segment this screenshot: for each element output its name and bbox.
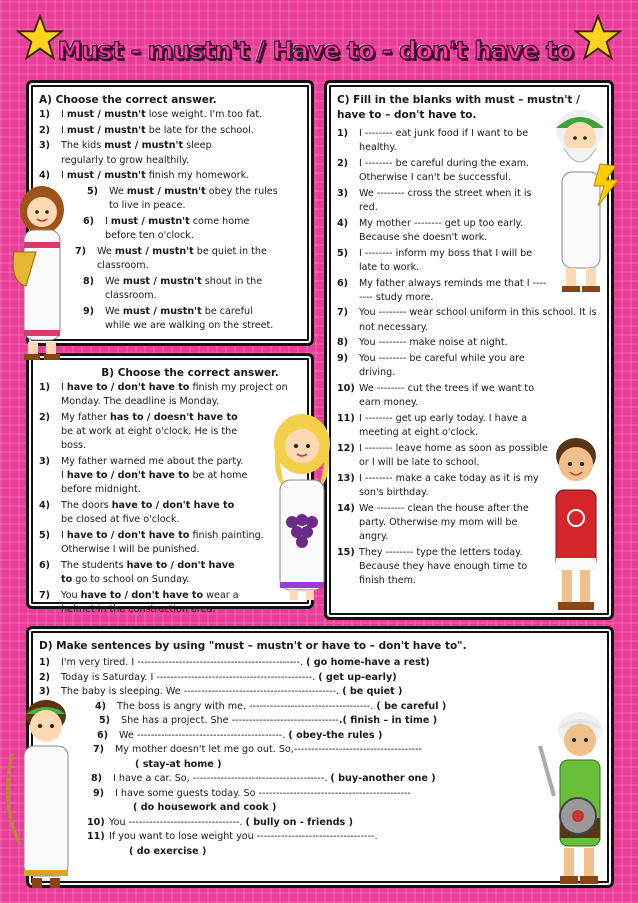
worksheet-title-banner bbox=[57, 28, 573, 72]
fill-blank-item[interactable] bbox=[337, 127, 549, 155]
fill-blank-item[interactable] bbox=[337, 352, 549, 380]
question-text: You -------- wear school uniform in this school. It is not necessary. bbox=[359, 307, 597, 333]
question-text: We bbox=[97, 245, 115, 257]
sentence-item[interactable] bbox=[93, 787, 601, 802]
sentence-text: I have some guests today. So -------------------------------------------- bbox=[115, 787, 411, 799]
question-text: I bbox=[61, 170, 67, 182]
question-item bbox=[39, 529, 289, 557]
question-number: 5) bbox=[337, 247, 349, 259]
section-b-title: B) Choose the correct answer. bbox=[101, 367, 279, 379]
question-number: 3) bbox=[39, 140, 51, 152]
question-number: 3) bbox=[39, 686, 51, 697]
section-d-list bbox=[39, 656, 601, 859]
question-number: 4) bbox=[39, 500, 51, 512]
question-number: 1) bbox=[337, 128, 349, 139]
question-number: 5) bbox=[87, 186, 99, 198]
question-number: 7) bbox=[337, 307, 349, 319]
question-number: 5) bbox=[39, 530, 51, 542]
question-number: 3) bbox=[39, 456, 51, 468]
question-number: 2) bbox=[39, 411, 51, 423]
question-text: They -------- type the letters today. Because they have enough time to finish them. bbox=[359, 546, 528, 587]
question-number: 8) bbox=[337, 337, 349, 349]
question-text: be quiet in the classroom. bbox=[97, 245, 267, 272]
question-text: You bbox=[61, 589, 81, 601]
sentence-text: If you want to lose weight you ----------------------------------. bbox=[109, 831, 378, 842]
sentence-hint: ( buy-another one ) bbox=[330, 773, 436, 784]
question-number: 6) bbox=[39, 559, 51, 571]
answer-choice[interactable]: have to / don't have to bbox=[80, 589, 204, 601]
sentence-item[interactable] bbox=[95, 700, 601, 715]
question-item bbox=[87, 185, 282, 213]
fill-blank-item[interactable] bbox=[337, 546, 549, 589]
sentence-text: She has a project. She ------------------------------- bbox=[121, 715, 339, 726]
fill-blank-item[interactable] bbox=[337, 382, 549, 410]
question-item bbox=[75, 245, 270, 273]
question-text: I -------- be careful during the exam. Otherwise I can't be successful. bbox=[359, 157, 530, 184]
question-text: I bbox=[61, 382, 67, 393]
question-item bbox=[83, 275, 278, 303]
question-text: obey the rules to live in peace. bbox=[109, 186, 278, 212]
question-number: 4) bbox=[39, 170, 51, 182]
question-text: We -------- clean the house after the party. Otherwise my mom will be angry. bbox=[359, 502, 529, 542]
question-text: be at home before midnight. bbox=[61, 470, 248, 496]
question-number: 8) bbox=[83, 275, 95, 287]
answer-choice[interactable]: has to / doesn't have to bbox=[110, 411, 238, 423]
question-text: be careful while we are walking on the street. bbox=[105, 305, 274, 331]
section-a-title: A) Choose the correct answer. bbox=[39, 94, 217, 106]
section-d-panel bbox=[26, 626, 614, 888]
greek-girl-harp-illustration bbox=[6, 182, 76, 368]
question-text: shout in the classroom. bbox=[105, 275, 263, 301]
question-text: I -------- make a cake today as it is my son's birthday. bbox=[359, 472, 539, 498]
question-text: The students bbox=[61, 559, 127, 571]
question-item bbox=[39, 108, 301, 122]
question-number: 4) bbox=[337, 217, 349, 229]
question-item bbox=[39, 499, 249, 527]
answer-choice[interactable]: must / mustn't bbox=[122, 305, 202, 317]
greek-boy-red-tunic-illustration bbox=[536, 432, 616, 622]
question-text: My mother -------- get up too early. Because she doesn't work. bbox=[359, 217, 524, 243]
question-text: My father always reminds me that I -------- study more. bbox=[359, 277, 547, 303]
fill-blank-item[interactable] bbox=[337, 157, 549, 185]
question-number: 8) bbox=[91, 773, 103, 784]
fill-blank-item[interactable] bbox=[337, 306, 599, 334]
question-item bbox=[39, 124, 301, 138]
question-text: finish my homework. bbox=[145, 170, 250, 182]
sentence-hint: ( be quiet ) bbox=[342, 686, 403, 697]
sentence-hint: ( do housework and cook ) bbox=[133, 802, 277, 813]
question-text: I -------- inform my boss that I will be late to work. bbox=[359, 247, 533, 273]
question-number: 6) bbox=[97, 729, 109, 741]
question-text: finish my project on Monday. The deadline is Monday. bbox=[61, 382, 288, 408]
question-text: I bbox=[105, 215, 111, 227]
sentence-item[interactable] bbox=[39, 671, 601, 686]
question-number: 9) bbox=[83, 305, 95, 317]
question-text: I bbox=[61, 530, 67, 542]
question-text: finish painting. Otherwise I will be punished. bbox=[61, 530, 264, 556]
question-number: 7) bbox=[75, 245, 87, 257]
question-number: 11) bbox=[87, 831, 105, 842]
answer-choice[interactable]: must / mustn't bbox=[114, 245, 194, 257]
question-number: 2) bbox=[39, 124, 51, 136]
question-item bbox=[39, 139, 249, 167]
question-text: sleep regularly to grow healthily. bbox=[61, 140, 212, 166]
worksheet-title: Must - mustn't / Have to - don't have to bbox=[57, 35, 573, 65]
answer-choice[interactable]: must / mustn't bbox=[110, 215, 190, 227]
question-number: 2) bbox=[337, 157, 349, 169]
sentence-text: The boss is angry with me. -----------------------------------. bbox=[117, 700, 377, 712]
sentence-hint: ( get up-early) bbox=[318, 671, 397, 683]
star-icon bbox=[574, 14, 622, 62]
question-number: 1) bbox=[39, 109, 51, 120]
answer-choice[interactable]: have to / don't have to bbox=[111, 500, 235, 512]
question-number: 15) bbox=[337, 546, 355, 558]
question-text: We bbox=[105, 305, 123, 317]
answer-choice[interactable]: must / mustn't bbox=[66, 109, 146, 120]
answer-choice[interactable]: have to / don't have to bbox=[66, 530, 190, 542]
question-text: My father bbox=[61, 411, 110, 423]
greek-woman-bow-illustration bbox=[6, 694, 86, 894]
sentence-item[interactable] bbox=[39, 656, 601, 671]
question-text: We bbox=[109, 186, 127, 198]
answer-choice[interactable]: have to / don't have to bbox=[66, 470, 190, 482]
greek-god-lightning-illustration bbox=[540, 106, 620, 302]
sentence-item[interactable] bbox=[87, 830, 601, 845]
fill-blank-item[interactable] bbox=[337, 187, 549, 215]
fill-blank-item[interactable] bbox=[337, 472, 549, 500]
sentence-text: I'm very tired. I -----------------------------------------------. bbox=[61, 657, 307, 668]
question-number: 13) bbox=[337, 472, 355, 484]
question-text: lose weight. I'm too fat. bbox=[145, 109, 263, 120]
question-number: 9) bbox=[93, 787, 105, 799]
question-text: I -------- get up early today. I have a meeting at eight o'clock. bbox=[359, 412, 528, 439]
answer-choice[interactable]: have to / don't have to bbox=[66, 382, 190, 393]
question-number: 1) bbox=[39, 382, 51, 393]
question-text: I bbox=[61, 124, 67, 136]
question-number: 4) bbox=[95, 700, 107, 712]
fill-blank-item[interactable] bbox=[337, 277, 549, 305]
question-number: 7) bbox=[39, 589, 51, 601]
section-c-title: C) Fill in the blanks with must – mustn't / have to – don't have to. bbox=[337, 94, 580, 121]
sentence-item[interactable] bbox=[99, 714, 601, 729]
sentence-item[interactable] bbox=[87, 816, 601, 831]
question-text: The doors bbox=[61, 500, 112, 512]
answer-choice[interactable]: must / mustn't bbox=[122, 275, 202, 287]
question-text: go to school on Sunday. bbox=[72, 574, 190, 586]
sentence-item[interactable] bbox=[97, 729, 601, 744]
sentence-hint: ( be careful ) bbox=[376, 700, 447, 712]
sentence-text: We ------------------------------------------. bbox=[119, 729, 289, 741]
question-number: 2) bbox=[39, 671, 51, 683]
sentence-text: You --------------------------------. bbox=[109, 816, 246, 828]
question-number: 1) bbox=[39, 657, 51, 668]
question-number: 5) bbox=[99, 715, 111, 726]
question-number: 3) bbox=[337, 187, 349, 199]
fill-blank-item[interactable] bbox=[337, 247, 549, 275]
question-text: be at work at eight o'clock. He is the boss. bbox=[61, 426, 238, 452]
question-item bbox=[39, 455, 249, 498]
question-text: We bbox=[105, 275, 123, 287]
question-text: come home before ten o'clock. bbox=[105, 215, 250, 242]
sentence-text: I have a car. So, --------------------------------------. bbox=[113, 773, 331, 784]
question-item bbox=[83, 215, 278, 243]
section-d-title: D) Make sentences by using "must – mustn't or have to – don't have to". bbox=[39, 640, 467, 652]
sentence-hint: ( obey-the rules ) bbox=[288, 729, 383, 741]
question-number: 6) bbox=[337, 277, 349, 289]
answer-choice[interactable]: must / mustn't bbox=[104, 140, 184, 152]
question-item bbox=[39, 411, 249, 454]
question-text: You -------- be careful while you are driving. bbox=[359, 353, 525, 379]
fill-blank-item[interactable] bbox=[337, 336, 549, 350]
sentence-item[interactable] bbox=[91, 772, 601, 787]
answer-choice[interactable]: must / mustn't bbox=[126, 186, 206, 198]
answer-choice[interactable]: must / mustn't bbox=[66, 124, 146, 136]
fill-blank-item[interactable] bbox=[337, 412, 549, 440]
sentence-text: My mother doesn't let me go out. So,------------------------------------- bbox=[115, 744, 422, 755]
greek-girl-grapes-illustration bbox=[262, 410, 342, 606]
sentence-hint: .( finish – in time ) bbox=[338, 715, 438, 726]
sentence-hint: ( bully on - friends ) bbox=[245, 816, 353, 828]
sentence-item[interactable] bbox=[93, 743, 601, 758]
sentence-hint: ( do exercise ) bbox=[129, 845, 207, 857]
question-text: The kids bbox=[61, 140, 105, 152]
question-text: I -------- leave home as soon as possible or I will be late to school. bbox=[359, 442, 548, 468]
question-text: be late for the school. bbox=[145, 124, 254, 136]
answer-choice[interactable]: must / mustn't bbox=[66, 170, 146, 182]
question-number: 10) bbox=[337, 382, 355, 394]
sentence-item[interactable] bbox=[39, 685, 601, 700]
question-item bbox=[39, 381, 289, 409]
section-a-list bbox=[39, 108, 301, 333]
sentence-text: Today is Saturday. I ---------------------------------------------. bbox=[61, 671, 319, 683]
question-item bbox=[83, 305, 278, 333]
question-number: 10) bbox=[87, 816, 105, 828]
question-text: I bbox=[61, 109, 67, 120]
question-item bbox=[39, 559, 249, 587]
greek-warrior-shield-illustration bbox=[534, 706, 624, 896]
question-number: 7) bbox=[93, 744, 105, 755]
question-text: We -------- cut the trees if we want to earn money. bbox=[359, 382, 535, 409]
question-item bbox=[39, 589, 249, 617]
sentence-text: The baby is sleeping. We --------------------------------------------. bbox=[61, 686, 343, 697]
question-number: 6) bbox=[83, 215, 95, 227]
question-text: You -------- make noise at night. bbox=[359, 337, 508, 349]
answer-choice[interactable]: have to / don't have to bbox=[61, 559, 235, 586]
sentence-hint: ( go home-have a rest) bbox=[306, 657, 430, 668]
question-text: be closed at five o'clock. bbox=[61, 514, 180, 526]
fill-blank-item[interactable] bbox=[337, 442, 549, 470]
fill-blank-item[interactable] bbox=[337, 502, 549, 545]
question-text: I -------- eat junk food if I want to be healthy. bbox=[359, 128, 529, 154]
question-text: My father warned me about the party. I bbox=[61, 456, 244, 482]
question-number: 14) bbox=[337, 502, 355, 514]
sentence-hint: ( stay-at home ) bbox=[135, 758, 222, 770]
question-item bbox=[39, 169, 301, 183]
question-number: 9) bbox=[337, 353, 349, 365]
question-number: 11) bbox=[337, 412, 355, 424]
fill-blank-item[interactable] bbox=[337, 217, 549, 245]
question-text: We -------- cross the street when it is red. bbox=[359, 187, 532, 214]
question-number: 12) bbox=[337, 442, 355, 454]
question-text: wear a helmet in the construction area. bbox=[61, 589, 239, 616]
